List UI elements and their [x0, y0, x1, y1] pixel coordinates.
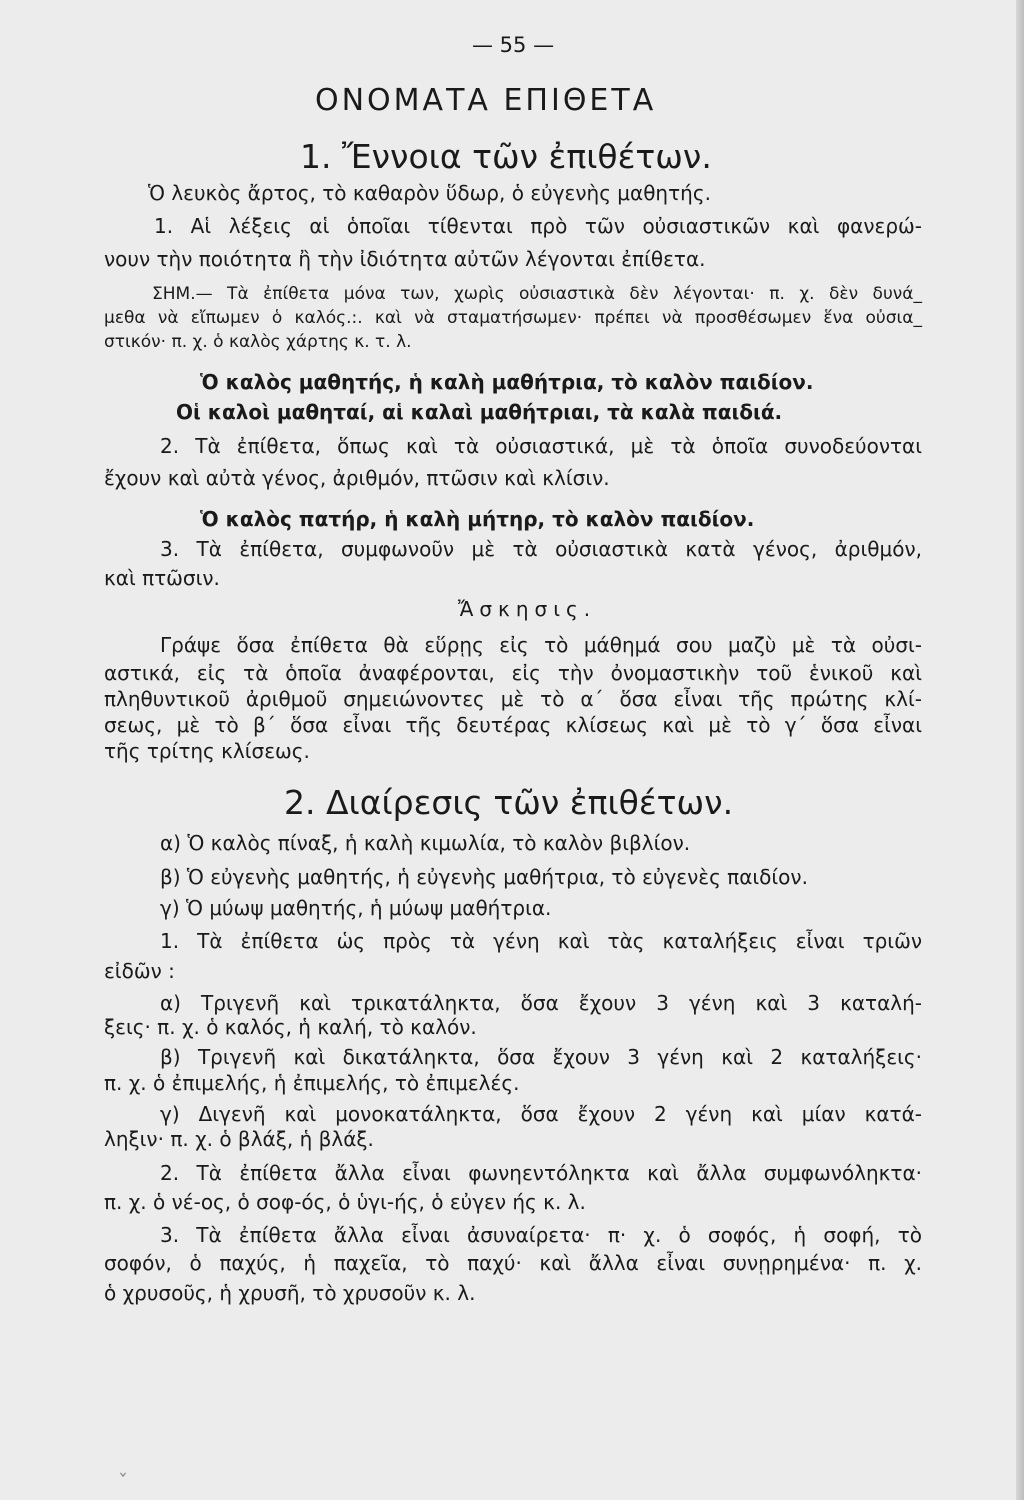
exercise-line-2: αστικά, εἰς τὰ ὁποῖα ἀναφέρονται, εἰς τὴν ὀνομαστικὴν τοῦ ἑνικοῦ καὶ: [104, 661, 922, 685]
example-a: α) Ὁ καλὸς πίναξ, ἡ καλὴ κιμωλία, τὸ καλὸν βιβλίον.: [160, 831, 691, 855]
bold-example-family: Ὁ καλὸς πατήρ, ἡ καλὴ μήτηρ, τὸ καλὸν παιδίον.: [200, 507, 755, 531]
type-a-line-2: ξεις· π. χ. ὁ καλός, ἡ καλή, τὸ καλόν.: [104, 1015, 477, 1039]
exercise-line-5: τῆς τρίτης κλίσεως.: [104, 739, 310, 763]
page-edge: [1016, 0, 1024, 1500]
division-paragraph-3-line-1: 3. Τὰ ἐπίθετα ἄλλα εἶναι ἀσυναίρετα· π· χ. ὁ σοφός, ἡ σοφή, τὸ: [160, 1223, 922, 1247]
section-1-heading: 1. Ἔννοια τῶν ἐπιθέτων.: [300, 137, 712, 176]
exercise-title: Ἄσκησις.: [458, 597, 597, 621]
bold-example-singular: Ὁ καλὸς μαθητής, ἡ καλὴ μαθήτρια, τὸ καλὸν παιδίον.: [200, 370, 814, 394]
division-paragraph-3-line-2: σοφόν, ὁ παχύς, ἡ παχεῖα, τὸ παχύ· καὶ ἄλλα εἶναι συνῃρημένα· π. χ.: [104, 1251, 922, 1275]
note-line-3: στικόν· π. χ. ὁ καλὸς χάρτης κ. τ. λ.: [104, 332, 412, 352]
intro-example: Ὁ λευκὸς ἄρτος, τὸ καθαρὸν ὕδωρ, ὁ εὐγενὴς μαθητής.: [148, 181, 711, 205]
exercise-line-4: σεως, μὲ τὸ β΄ ὅσα εἶναι τῆς δευτέρας κλίσεως καὶ μὲ τὸ γ΄ ὅσα εἶναι: [104, 713, 922, 737]
note-line-1: ΣΗΜ.— Τὰ ἐπίθετα μόνα των, χωρὶς οὐσιαστικὰ δὲν λέγονται· π. χ. δὲν δυνά_: [152, 284, 922, 304]
note-line-2: μεθα νὰ εἴπωμεν ὁ καλός.:. καὶ νὰ σταματήσωμεν· πρέπει νὰ προσθέσωμεν ἕνα οὐσια_: [104, 308, 922, 328]
paragraph-2-line-2: ἔχουν καὶ αὐτὰ γένος, ἀριθμόν, πτῶσιν καὶ κλίσιν.: [104, 466, 610, 490]
division-paragraph-1-line-2: εἰδῶν :: [104, 959, 175, 983]
paragraph-1-line-1: 1. Αἱ λέξεις αἱ ὁποῖαι τίθενται πρὸ τῶν οὐσιαστικῶν καὶ φανερώ-: [154, 214, 922, 238]
type-c-line-1: γ) Διγενῆ καὶ μονοκατάληκτα, ὅσα ἔχουν 2 γένη καὶ μίαν κατά-: [160, 1102, 922, 1126]
type-c-line-2: ληξιν· π. χ. ὁ βλάξ, ἡ βλάξ.: [104, 1127, 374, 1151]
type-b-line-2: π. χ. ὁ ἐπιμελής, ἡ ἐπιμελής, τὸ ἐπιμελές.: [104, 1071, 520, 1095]
division-paragraph-2-line-2: π. χ. ὁ νέ-ος, ὁ σοφ-ός, ὁ ὑγι-ής, ὁ εὐγεν ής κ. λ.: [104, 1190, 586, 1214]
ink-mark: ˇ: [118, 1470, 128, 1494]
division-paragraph-3-line-3: ὁ χρυσοῦς, ἡ χρυσῆ, τὸ χρυσοῦν κ. λ.: [104, 1281, 476, 1305]
division-paragraph-1-line-1: 1. Τὰ ἐπίθετα ὡς πρὸς τὰ γένη καὶ τὰς καταλήξεις εἶναι τριῶν: [160, 929, 922, 953]
page-number: — 55 —: [472, 33, 555, 57]
paragraph-3-line-1: 3. Τὰ ἐπίθετα, συμφωνοῦν μὲ τὰ οὐσιαστικὰ κατὰ γένος, ἀριθμόν,: [160, 537, 922, 561]
paragraph-3-line-2: καὶ πτῶσιν.: [104, 566, 220, 590]
bold-example-plural: Οἱ καλοὶ μαθηταί, αἱ καλαὶ μαθήτριαι, τὰ καλὰ παιδιά.: [176, 400, 783, 424]
section-2-heading: 2. Διαίρεσις τῶν ἐπιθέτων.: [284, 783, 734, 822]
exercise-line-3: πληθυντικοῦ ἀριθμοῦ σημειώνοντες μὲ τὸ α΄ ὅσα εἶναι τῆς πρώτης κλί-: [104, 687, 922, 711]
example-b: β) Ὁ εὐγενὴς μαθητής, ἡ εὐγενὴς μαθήτρια, τὸ εὐγενὲς παιδίον.: [160, 865, 808, 889]
chapter-title: ΟΝΟΜΑΤΑ ΕΠΙΘΕΤΑ: [315, 83, 657, 118]
exercise-line-1: Γράψε ὅσα ἐπίθετα θὰ εὕρῃς εἰς τὸ μάθημά σου μαζὺ μὲ τὰ οὐσι-: [160, 633, 922, 657]
type-a-line-1: α) Τριγενῆ καὶ τρικατάληκτα, ὅσα ἔχουν 3 γένη καὶ 3 καταλή-: [160, 991, 922, 1015]
paragraph-2-line-1: 2. Τὰ ἐπίθετα, ὅπως καὶ τὰ οὐσιαστικά, μὲ τὰ ὁποῖα συνοδεύονται: [160, 434, 922, 458]
division-paragraph-2-line-1: 2. Τὰ ἐπίθετα ἄλλα εἶναι φωνηεντόληκτα καὶ ἄλλα συμφωνόληκτα·: [160, 1161, 922, 1185]
type-b-line-1: β) Τριγενῆ καὶ δικατάληκτα, ὅσα ἔχουν 3 γένη καὶ 2 καταλήξεις·: [160, 1045, 922, 1069]
example-c: γ) Ὁ μύωψ μαθητής, ἡ μύωψ μαθήτρια.: [160, 896, 552, 920]
paragraph-1-line-2: νουν τὴν ποιότητα ἢ τὴν ἰδιότητα αὐτῶν λέγονται ἐπίθετα.: [104, 247, 706, 271]
